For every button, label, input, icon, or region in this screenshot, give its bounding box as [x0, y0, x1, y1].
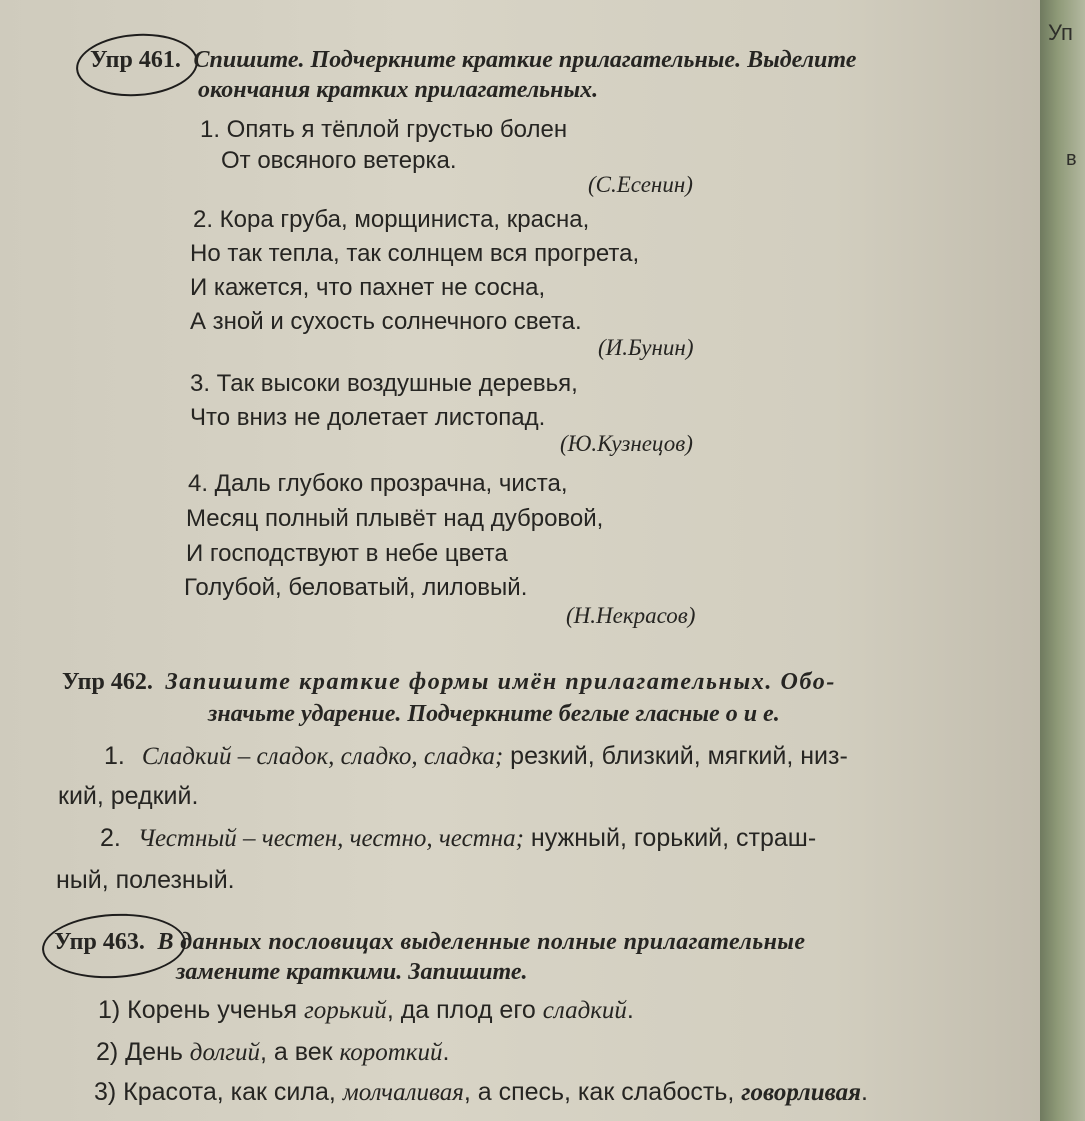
ex461-instruction-line2-row	[198, 76, 598, 104]
poem4-line2: Месяц полный плывёт над дубровой,	[186, 505, 604, 532]
poem3-line2: Что вниз не долетает листопад.	[190, 404, 546, 431]
poem2-line1: 2. Кора груба, морщиниста, красна,	[193, 206, 590, 233]
ex461-header	[90, 46, 856, 74]
ex462-item2-example: Честный – честен, честно, честна;	[137, 825, 524, 852]
ex461-instruction-line1: Спишите. Подчеркните краткие прилагательные. Выделите	[193, 47, 857, 73]
ex462-item2	[100, 824, 816, 853]
proverb-2-adj-2: короткий	[339, 1039, 443, 1066]
proverb-3-adj-2: говорливая	[741, 1079, 862, 1106]
ex462-item1-line2: кий, редкий.	[58, 782, 199, 810]
proverb-1-end: .	[626, 996, 634, 1024]
poem4-line4: Голубой, беловатый, лиловый.	[184, 574, 528, 601]
poem2-author: (И.Бунин)	[598, 335, 694, 360]
ex462-instruction-line2-row	[208, 700, 780, 728]
proverb-1-adj-2: сладкий	[542, 997, 627, 1024]
poem3-line1: 3. Так высоки воздушные деревья,	[190, 370, 578, 397]
proverb-2-end: .	[442, 1038, 450, 1066]
ex462-item1	[104, 742, 848, 771]
poem2-line4: А зной и сухость солнечного света.	[190, 308, 582, 335]
ex463-label: Упр 463.	[54, 929, 145, 955]
poem1-line2: От овсяного ветерка.	[221, 147, 457, 174]
proverb-3	[94, 1078, 868, 1107]
poem2-line2: Но так тепла, так солнцем вся прогрета,	[190, 240, 640, 267]
ex463-header	[54, 928, 805, 956]
ex463-instruction-line2: замените краткими. Запишите.	[176, 959, 528, 985]
poem4-line3: И господствуют в небе цвета	[186, 540, 508, 567]
ex462-item2-num: 2.	[100, 824, 121, 852]
poem4-author: (Н.Некрасов)	[566, 603, 696, 628]
proverb-2-adj-1: долгий	[189, 1039, 260, 1066]
proverb-1-text-a: 1) Корень ученья	[98, 996, 304, 1024]
proverb-1-text-c: , да плод его	[386, 996, 543, 1024]
proverb-2	[96, 1038, 449, 1067]
proverb-1-adj-1: горький	[303, 997, 387, 1024]
ex462-instruction-line1: Запишите краткие формы имён прилагательных. Обо-	[165, 669, 836, 695]
ex461-instruction-line2: окончания кратких прилагательных.	[198, 77, 599, 103]
proverb-1	[98, 996, 634, 1025]
next-page-text-top: Уп	[1048, 20, 1073, 45]
ex462-item1-rest: резкий, близкий, мягкий, низ-	[510, 742, 848, 770]
proverb-2-text-c: , а век	[259, 1038, 340, 1066]
poem3-author: (Ю.Кузнецов)	[560, 431, 693, 456]
proverb-3-adj-1: молчаливая	[342, 1079, 464, 1106]
ex462-header	[62, 668, 836, 696]
ex462-instruction-line2: значьте ударение. Подчеркните беглые гласные о и е.	[208, 701, 780, 727]
ex462-item2-line2: ный, полезный.	[56, 866, 235, 894]
poem4-line1: 4. Даль глубоко прозрачна, чиста,	[188, 470, 568, 497]
ex462-item2-rest: нужный, горький, страш-	[530, 824, 817, 852]
ex462-label: Упр 462.	[62, 669, 153, 695]
ex462-item1-example: Сладкий – сладок, сладко, сладка;	[141, 743, 504, 770]
ex462-item1-num: 1.	[104, 742, 125, 770]
poem2-line3: И кажется, что пахнет не сосна,	[190, 274, 546, 301]
poem1-author: (С.Есенин)	[588, 172, 693, 197]
proverb-3-end: .	[861, 1078, 868, 1106]
ex463-instruction-line1: В данных пословицах выделенные полные прилагательные	[157, 929, 806, 955]
proverb-3-text-c: , а спесь, как слабость,	[463, 1078, 742, 1106]
ex461-label: Упр 461.	[90, 47, 181, 73]
ex463-instruction-line2-row	[176, 958, 528, 986]
poem1-line1: 1. Опять я тёплой грустью болен	[200, 116, 568, 143]
proverb-2-text-a: 2) День	[96, 1038, 190, 1066]
next-page-text-mid: в	[1066, 148, 1077, 170]
proverb-3-text-a: 3) Красота, как сила,	[94, 1078, 343, 1106]
book-spine-gutter	[1040, 0, 1085, 1121]
